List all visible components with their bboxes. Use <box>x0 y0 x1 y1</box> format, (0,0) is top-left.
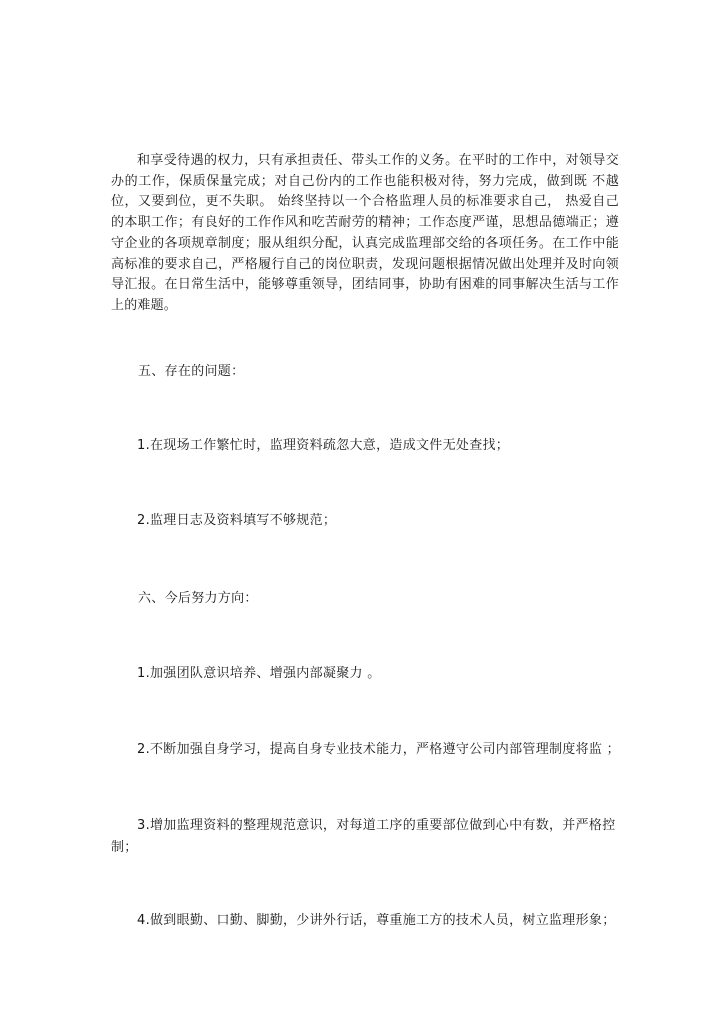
section-6-item-2: 2.不断加强自身学习，提高自身专业技术能力，严格遵守公司内部管理制度将监 ； <box>137 742 620 757</box>
section-5-item-1: 1.在现场工作繁忙时，监理资料疏忽大意，造成文件无处查找； <box>137 438 510 453</box>
section-6-item-1: 1.加强团队意识培养、增强内部凝聚力 。 <box>137 666 381 681</box>
section-6-item-3: 3.增加监理资料的整理规范意识，对每道工序的重要部位做到心中有数，并严格控制； <box>111 818 616 855</box>
section-6-item-4: 4.做到眼勤、口勤、脚勤，少讲外行话，尊重施工方的技术人员，树立监理形象； <box>137 913 616 928</box>
section-5-heading: 五、存在的问题： <box>138 364 245 379</box>
section-6-heading: 六、今后努力方向： <box>138 591 258 606</box>
section-5-item-2: 2.监理日志及资料填写不够规范； <box>137 513 337 528</box>
intro-paragraph: 和享受待遇的权力，只有承担责任、带头工作的义务。在平时的工作中，对领导交办的工作，保质保量完成；对自己份内的工作也能积极对待，努力完成，做到既 不越位，又要到位，更不失职。 始终坚持以一个合格监理人员的标准要求自己， 热爱自己的本职工作；有良好的工作作风和吃苦耐劳的精神；工作态度严谨，思想品德端正；遵守企业的各项规章制度；服从组织分配，认真完成监理部交给的各项任务。在工作中能高标准的要求自己，严格履行自己的岗位职责，发现问题根据情况做出处理并及时向领导汇报。在日常生活中，能够尊重领导，团结同事，协助有困难的同事解决生活与工作上的难题。 <box>111 153 619 313</box>
